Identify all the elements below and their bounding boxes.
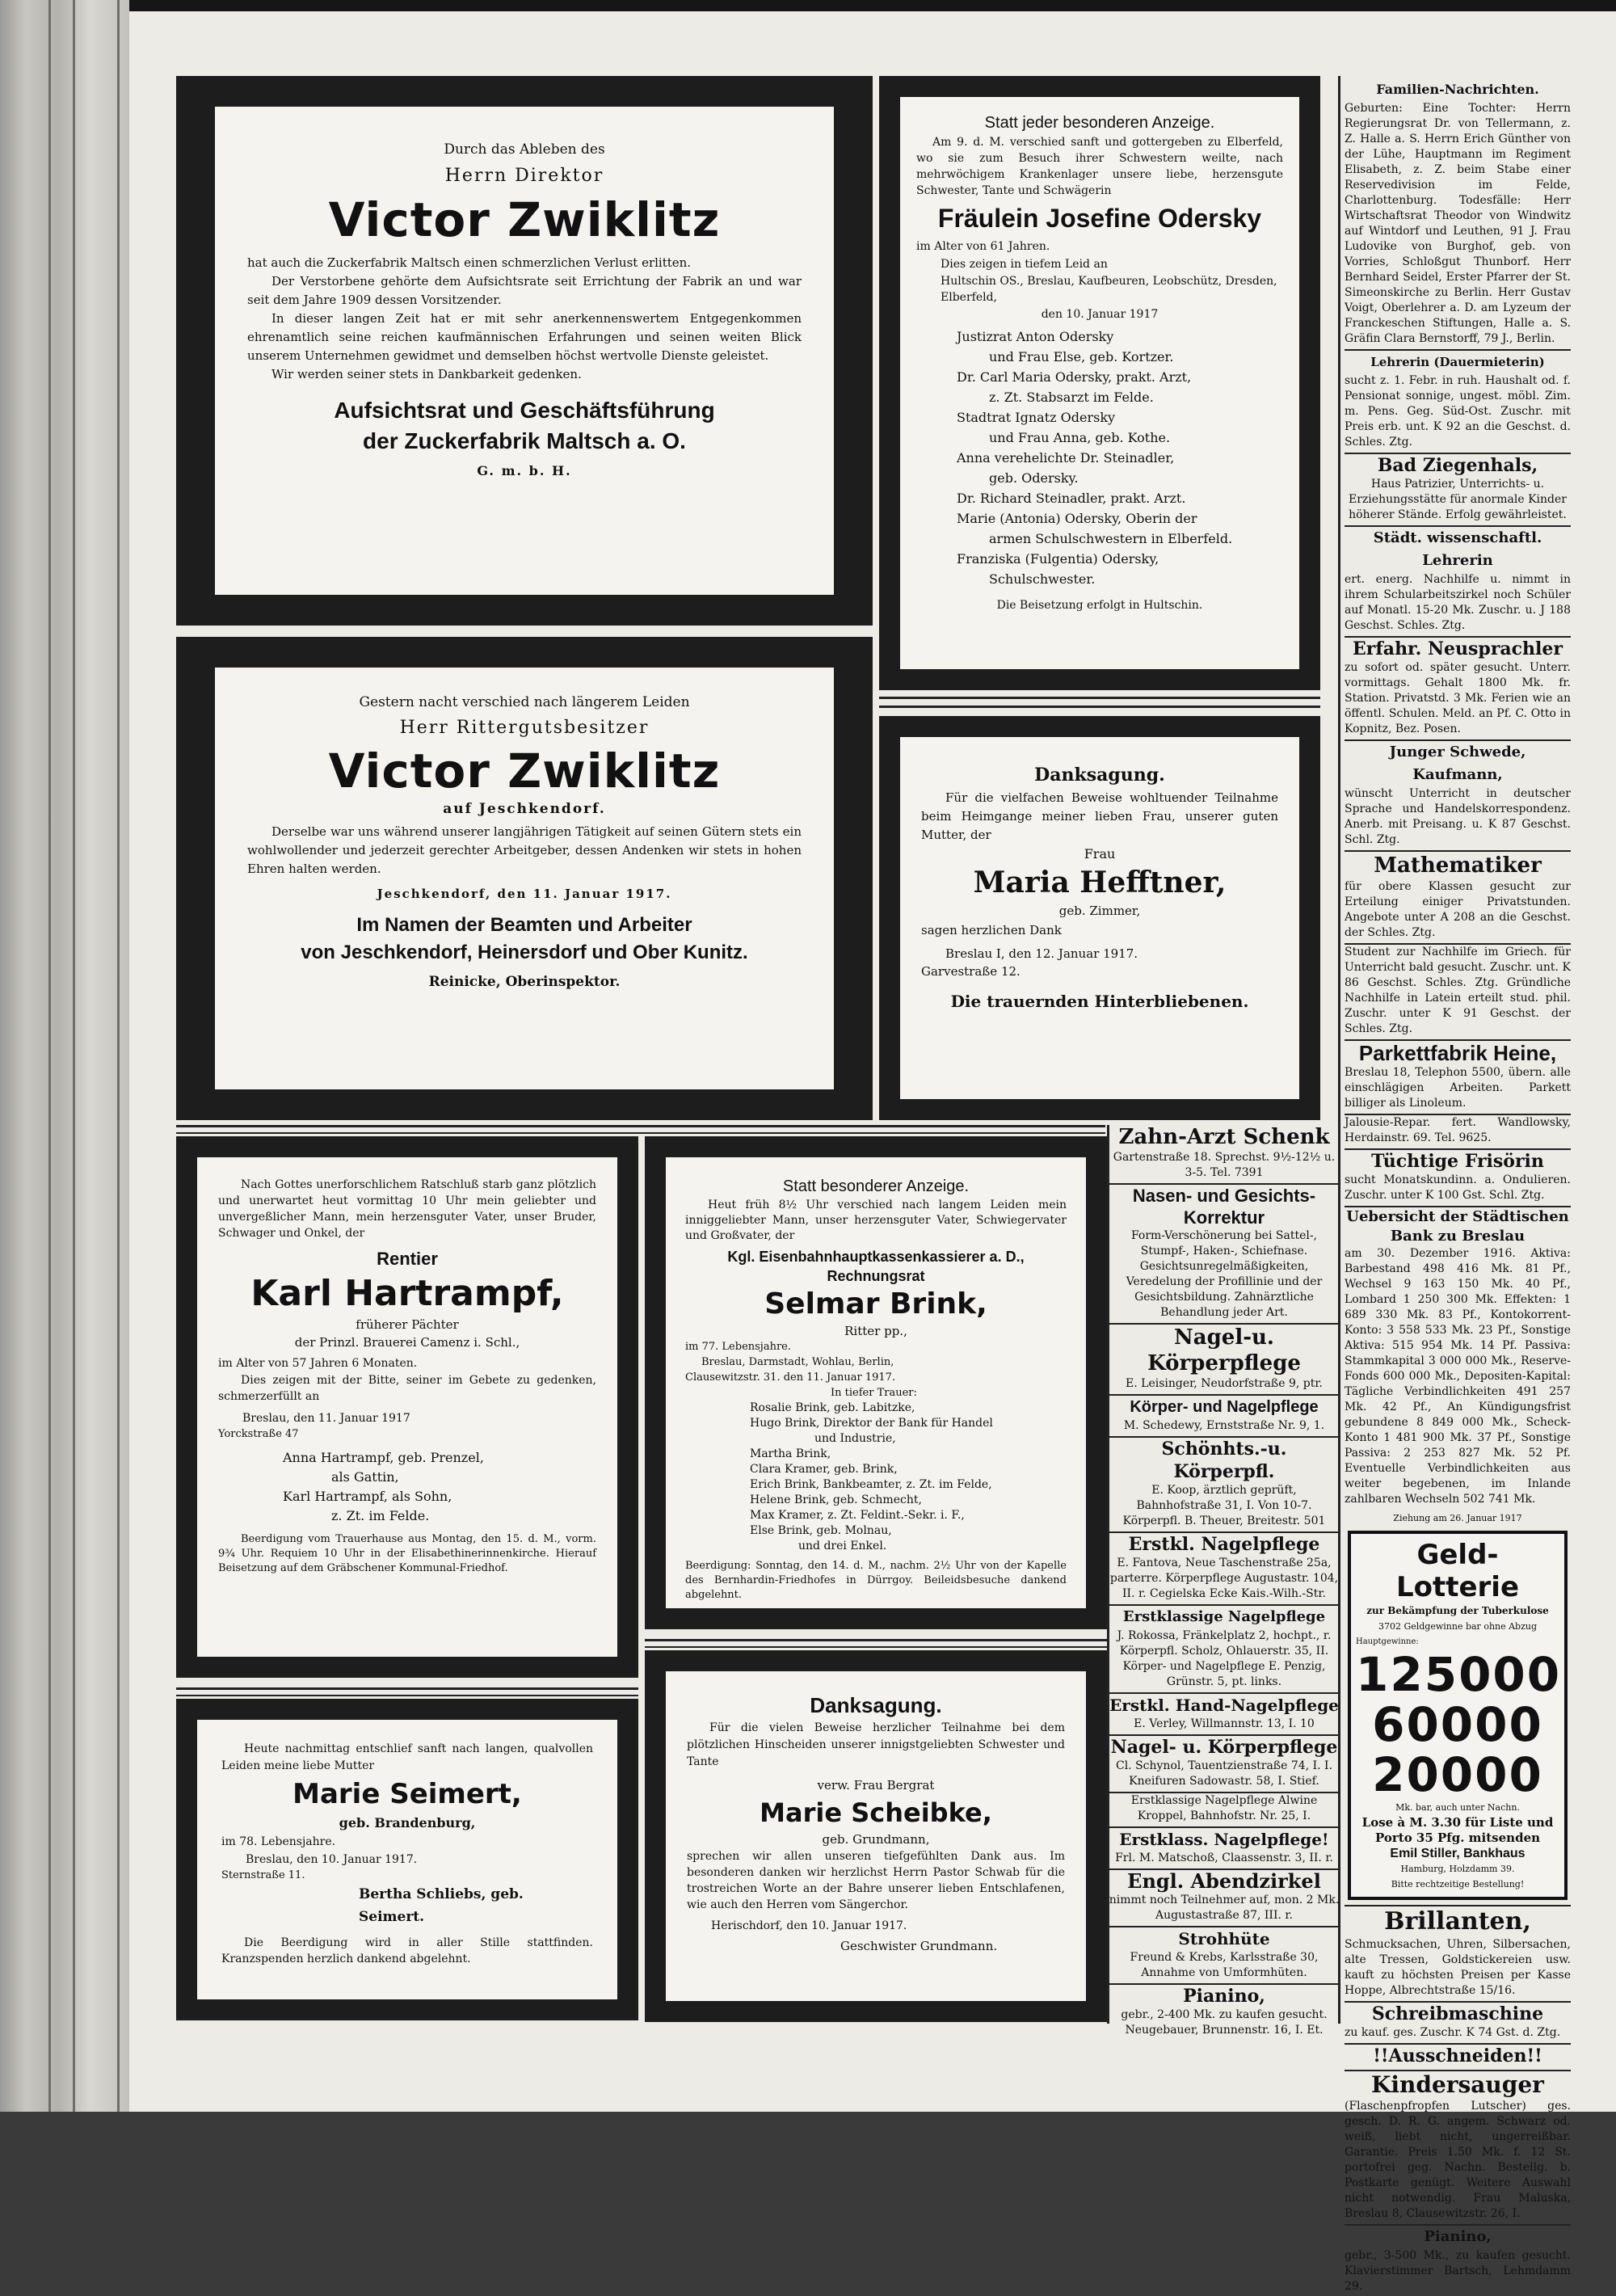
classified-text: Freund & Krebs, Karlsstraße 30, Annahme von Umformhüten.	[1130, 1951, 1319, 1979]
separator-rule	[879, 697, 1320, 708]
mourner: und Frau Else, geb. Kortzer.	[989, 349, 1174, 364]
mourner: Dr. Carl Maria Odersky, prakt. Arzt,	[957, 369, 1192, 385]
ad-text: im 78. Lebensjahre.	[221, 1835, 336, 1848]
ad-place: auf Jeschkendorf.	[443, 801, 606, 817]
mourner: und drei Enkel.	[798, 1540, 887, 1552]
classified-ad	[1109, 1868, 1340, 1923]
ad-text: sagen herzlichen Dank	[921, 923, 1062, 937]
classified-heading: Nagel- u. Körperpflege	[1109, 1734, 1340, 1759]
separator-rule	[176, 1125, 1105, 1134]
classified-text: sucht Monatskundinn. a. Ondulieren. Zuschr. unter K 100 Gst. Schl. Ztg.	[1345, 1173, 1571, 1202]
lottery-box	[1348, 1531, 1568, 1900]
classified-text: J. Rokossa, Fränkelplatz 2, hochpt., r. Körperpfl. Scholz, Ohlauerstr. 35, II. Körper- und Nagelpflege E. Penzig, Grünstr. 5, pt. links.	[1117, 1629, 1332, 1688]
separator-rule	[645, 1639, 1107, 1648]
ad-text: hat auch die Zuckerfabrik Maltsch einen schmerzlichen Verlust erlitten.	[247, 255, 692, 270]
ad-address: Sternstraße 11.	[221, 1869, 305, 1881]
lottery-prize: 60000	[1372, 1697, 1543, 1752]
spine-edge	[48, 0, 51, 2112]
classified-heading: Pianino,	[1345, 2224, 1571, 2248]
ad-signature: Bertha Schliebs, geb. Seimert.	[359, 1886, 524, 1925]
classified-heading: Körper- und Nagelpflege	[1109, 1394, 1340, 1418]
ad-signature: G. m. b. H.	[477, 463, 572, 478]
classified-ad	[1345, 1114, 1571, 1146]
classified-ad	[1109, 1183, 1340, 1321]
mourner: armen Schulschwestern in Elberfeld.	[989, 531, 1233, 546]
ad-deceased-name: Karl Hartrampf,	[250, 1273, 564, 1314]
mourner: Martha Brink,	[750, 1447, 831, 1460]
lottery-note: Bitte rechtzeitige Bestellung!	[1391, 1879, 1525, 1889]
ad-text: Ritter pp.,	[844, 1324, 907, 1338]
ad-signature: Reinicke, Oberinspektor.	[428, 974, 621, 990]
ad-signature: der Zuckerfabrik Maltsch a. O.	[363, 428, 686, 453]
ad-text: Der Verstorbene gehörte dem Aufsichtsrate seit Errichtung der Fabrik an und war seit dem Jahre 1909 dessen Vorsitzender.	[247, 274, 802, 307]
classified-heading: !!Ausschneiden!!	[1345, 2043, 1571, 2067]
ad-intro: Gestern nacht verschied nach längerem Leiden	[359, 694, 690, 710]
classified-text: zu kauf. ges. Zuschr. K 74 Gst. d. Ztg.	[1345, 2026, 1561, 2039]
ad-text: Nach Gottes unerforschlichem Ratschluß starb ganz plötzlich und unerwartet heut vormittag 10 Uhr mein geliebter und unvergeßlicher Mann, mein herzensguter Vater, unser Bruder, Schwager und Onkel, der	[218, 1178, 596, 1240]
ad-text: im Alter von 61 Jahren.	[916, 240, 1050, 253]
classified-heading: Uebersicht der Städtischen Bank zu Breslau	[1345, 1206, 1571, 1246]
mourner: Stadtrat Ignatz Odersky	[957, 410, 1116, 425]
classified-text: für obere Klassen gesucht zur Erteilung einiger Privatstunden. Angebote unter A 208 an die Geschst. der Schles. Ztg.	[1345, 880, 1571, 939]
classified-text: sucht z. 1. Febr. in ruh. Haushalt od. f. Pensionat sonnige, ungest. möbl. Zim. m. Pens. Geg. Süd-Ost. Zuschr. mit Preis erb. unt. K 92 an die Geschst. d. Schles. Ztg.	[1345, 374, 1571, 449]
ad-address: Garvestraße 12.	[921, 964, 1021, 979]
ad-title: Kgl. Eisenbahnhauptkassenkassierer a. D.,	[727, 1249, 1025, 1265]
classified-heading: Erfahr. Neusprachler	[1345, 636, 1571, 660]
classified-ad	[1109, 1734, 1340, 1789]
ad-signature: Die trauernden Hinterbliebenen.	[950, 992, 1249, 1011]
classified-text: E. Leisinger, Neudorfstraße 9, ptr.	[1126, 1377, 1323, 1390]
lottery-title: Geld-Lotterie	[1395, 1539, 1520, 1603]
obituary-odersky	[879, 76, 1320, 690]
mourner: Marie (Antonia) Odersky, Oberin der	[957, 511, 1197, 526]
ad-text: In dieser langen Zeit hat er mit sehr anerkennenswertem Entgegenkommen ehrenamtlich seine reichen kaufmännischen Erfahrungen und seinen weiten Blick unserem Unternehmen gewidmet und demselben höchst wertvolle Dienste geleistet.	[247, 311, 802, 363]
classified-ad	[1345, 2043, 1571, 2067]
classified-column	[1345, 76, 1571, 2296]
classified-ad	[1109, 1531, 1340, 1602]
classified-ad	[1345, 453, 1571, 523]
lottery-bank: Emil Stiller, Bankhaus	[1390, 1847, 1526, 1860]
classified-text: Form-Verschönerung bei Sattel-, Stumpf-, Haken-, Schiefnase. Gesichtsunregelmäßigkeiten, Veredelung der Profillinie und der Gesichtsbildung. Zahnärztliche Behandlung jeder Art.	[1126, 1229, 1323, 1319]
classified-ad	[1345, 739, 1571, 848]
lottery-text: Mk. bar, auch unter Nachn.	[1395, 1802, 1520, 1813]
classified-text: Cl. Schynol, Tauentzienstraße 74, I. I. Kneifuren Sadowastr. 58, I. Stief.	[1115, 1759, 1333, 1788]
ad-title: Rechnungsrat	[827, 1268, 925, 1284]
ad-deceased-name: Victor Zwiklitz	[328, 744, 721, 798]
ad-text: Am 9. d. M. verschied sanft und gottergeben zu Elberfeld, wo sie zum Besuch ihrer Schwestern weilte, nach mehrwöchigem Krankenlager unsere liebe, herzensgute Schwester, Tante und Schwägerin	[916, 136, 1283, 197]
ad-title: Herrn Direktor	[444, 166, 604, 186]
mourner: Rosalie Brink, geb. Labitzke,	[750, 1401, 915, 1414]
ad-text: früherer Pächter	[356, 1317, 459, 1332]
mourner: z. Zt. im Felde.	[331, 1508, 430, 1523]
thanks-scheibke	[645, 1650, 1107, 2022]
mourner: z. Zt. Stabsarzt im Felde.	[989, 390, 1154, 405]
mourner: Justizrat Anton Odersky	[957, 329, 1114, 344]
classified-text: Student zur Nachhilfe im Griech. für Unterricht bald gesucht. Zuschr. unt. K 86 Geschst. Schles. Ztg. Gründliche Nachhilfe in Latein erteilt stud. phil. Zuschr. unter K 91 Geschst. der Schles. Ztg.	[1345, 946, 1571, 1035]
classified-heading: Tüchtige Frisörin	[1345, 1148, 1571, 1173]
classified-heading: Brillanten,	[1345, 1905, 1571, 1937]
ad-date: Herischdorf, den 10. Januar 1917.	[711, 1919, 907, 1932]
classified-heading: Erstklass. Nagelpflege!	[1109, 1826, 1340, 1851]
classified-text: nimmt noch Teilnehmer auf, mon. 2 Mk. Augustastraße 87, III. r.	[1109, 1894, 1340, 1922]
ad-intro: Durch das Ableben des	[444, 141, 605, 158]
classified-ad	[1345, 1039, 1571, 1111]
lottery-prize: 125000	[1356, 1647, 1562, 1702]
classified-ad	[1345, 1905, 1571, 1999]
classified-text: Breslau 18, Telephon 5500, übern. alle einschlägigen Arbeiten. Parkett billiger als Linoleum.	[1345, 1066, 1571, 1110]
mourner: und Industrie,	[814, 1432, 896, 1445]
ad-text: Für die vielen Beweise herzlicher Teilnahme bei dem plötzlichen Hinscheiden unserer innigstgeliebten Schwester und Tante	[687, 1721, 1065, 1768]
classified-ad	[1345, 1148, 1571, 1203]
ad-footer: Beerdigung vom Trauerhause aus Montag, den 15. d. M., vorm. 9¾ Uhr. Requiem 10 Uhr in der Elisabethinerinnenkirche. Hierauf Beisetzung auf dem Gräbschener Kommunal-Friedhof.	[218, 1533, 596, 1574]
classified-heading: Junger Schwede, Kaufmann,	[1345, 739, 1571, 786]
classified-ad	[1345, 2001, 1571, 2041]
classified-ad	[1345, 349, 1571, 450]
classified-ad	[1109, 1826, 1340, 1866]
ad-deceased-name: Maria Hefftner,	[973, 866, 1227, 899]
classified-text: Erstklassige Nagelpflege Alwine Kroppel, Bahnhofstr. Nr. 25, I.	[1130, 1794, 1318, 1822]
ad-signature: Aufsichtsrat und Geschäftsführung	[334, 398, 715, 423]
ad-deceased-name: Marie Scheibke,	[760, 1797, 992, 1828]
ad-address: Yorckstraße 47	[218, 1428, 299, 1440]
lottery-subtitle: zur Bekämpfung der Tuberkulose	[1366, 1605, 1549, 1616]
ad-footer: Die Beisetzung erfolgt in Hultschin.	[996, 599, 1203, 612]
adjacent-page-edge	[1576, 81, 1616, 2085]
ad-footer: Die Beerdigung wird in aller Stille stattfinden. Kranzspenden herzlich dankend abgelehnt.	[221, 1936, 593, 1965]
mourner: Else Brink, geb. Molnau,	[750, 1524, 892, 1537]
classified-ad	[1109, 1926, 1340, 1981]
classified-ad	[1345, 636, 1571, 737]
ad-text: der Prinzl. Brauerei Camenz i. Schl.,	[294, 1335, 520, 1350]
lottery-prize: 20000	[1372, 1747, 1543, 1802]
ad-text: im 77. Lebensjahre.	[685, 1341, 792, 1353]
ad-footer: Beerdigung: Sonntag, den 14. d. M., nachm. 2½ Uhr von der Kapelle des Bernhardin-Friedhofes in Dürrgoy. Beileidsbesuche dankend abgelehnt.	[685, 1560, 1067, 1601]
classified-ad	[1345, 850, 1571, 941]
classified-heading: Lehrerin (Dauermieterin)	[1345, 349, 1571, 373]
ad-date: Jeschkendorf, den 11. Januar 1917.	[377, 887, 672, 901]
lottery-date: Ziehung am 26. Januar 1917	[1393, 1513, 1522, 1523]
small-ads-column	[1109, 1122, 1340, 2038]
classified-heading: Schreibmaschine	[1345, 2001, 1571, 2025]
ad-text: sprechen wir allen unseren tiefgefühlten Dank aus. Im besonderen danken wir herzlichst Herrn Pastor Schwab für die trostreichen Worte an der Bahre unserer lieben Entschlafenen, wie auch den Herren vom Sängerchor.	[687, 1850, 1065, 1911]
classified-ad	[1109, 1692, 1340, 1732]
ad-date: Breslau I, den 12. Januar 1917.	[945, 946, 1138, 961]
ad-deceased-name: Victor Zwiklitz	[328, 192, 721, 247]
classified-ad	[1109, 1983, 1340, 2038]
obituary-zwiklitz-jeschkendorf	[176, 637, 873, 1120]
ad-text: geb. Grundmann,	[822, 1832, 930, 1847]
top-border	[0, 0, 1616, 11]
classified-heading: Strohhüte	[1109, 1926, 1340, 1950]
ad-text: Dies zeigen mit der Bitte, seiner im Gebete zu gedenken, schmerzerfüllt an	[218, 1374, 596, 1403]
ad-text: geb. Zimmer,	[1058, 904, 1141, 918]
classified-text: Jalousie-Repar. fert. Wandlowsky, Herdainstr. 69. Tel. 9625.	[1345, 1116, 1571, 1144]
classified-text: (Flaschenpfropfen Lutscher) ges. gesch. D. R. G. angem. Schwarz od. weiß, liebt nicht, ungerreißbar. Garantie. Preis 1.50 Mk. f. 12 St. portofrei geg. Nachn. Bestellg. b. Postkarte genügt. Weitere Auswahl nicht notwendig. Frau Maluska, Breslau 8, Clausewitzstr. 26, I.	[1345, 2100, 1571, 2220]
separator-rule	[176, 1687, 638, 1696]
ad-text: Dies zeigen in tiefem Leid an	[941, 258, 1108, 271]
spine-edge	[73, 0, 75, 2112]
classified-text: Geburten: Eine Tochter: Herrn Regierungsrat Dr. von Tellermann, z. Z. Halle a. S. Herrn Erich Günther von der Lühe, Hauptmann im Regiment Elisabeth, z. Z. beim Stabe einer Reservedivision im Felde, Charlottenburg. Todesfälle: Herr Wirtschaftsrat Theodor von Windwitz auf Wintdorf und Leuthen, 91 J. Frau Ludovike von Burghof, geb. von Vorries, Schloßgut Thunborf. Herr Bernhard Seidel, Erster Pfarrer der St. Simeonskirche zu Berlin. Herr Gustav Voigt, Oberlehrer a. D. am Lyzeum der Franckeschen Stiftungen, Halle a. S. Gräfin Clara Bernstorff, 79 J., Berlin.	[1345, 102, 1571, 345]
ad-text: Für die vielfachen Beweise wohltuender Teilnahme beim Heimgange meiner lieben Frau, unserer guten Mutter, der	[921, 790, 1278, 842]
mourner: Dr. Richard Steinadler, prakt. Arzt.	[957, 491, 1186, 506]
classified-text: M. Schedewy, Ernststraße Nr. 9, 1.	[1123, 1419, 1325, 1432]
classified-ad	[1109, 1792, 1340, 1824]
classified-ad	[1345, 2224, 1571, 2294]
ad-date: Breslau, den 10. Januar 1917.	[246, 1853, 418, 1866]
ad-date: Clausewitzstr. 31. den 11. Januar 1917.	[685, 1371, 896, 1384]
ad-deceased-name: Fräulein Josefine Odersky	[937, 204, 1262, 233]
classified-text: gebr., 2-400 Mk. zu kaufen gesucht. Neugebauer, Brunnenstr. 16, I. Et.	[1121, 2008, 1328, 2037]
mourner: Anna verehelichte Dr. Steinadler,	[957, 450, 1175, 466]
classified-heading: Pianino,	[1109, 1983, 1340, 2007]
ad-signature: Im Namen der Beamten und Arbeiter	[356, 914, 692, 936]
classified-heading: Nasen- und Gesichts-Korrektur	[1109, 1183, 1340, 1228]
lottery-price: Lose à M. 3.30 für Liste und Porto 35 Pfg. mitsenden	[1361, 1815, 1554, 1845]
ad-text: Heute nachmittag entschlief sanft nach langen, qualvollen Leiden meine liebe Mutter	[221, 1742, 593, 1772]
mourner: Karl Hartrampf, als Sohn,	[283, 1489, 452, 1504]
ad-text: Wir werden seiner stets in Dankbarkeit gedenken.	[271, 367, 582, 381]
book-spine	[0, 0, 129, 2112]
classified-text: Frl. M. Matschoß, Claassenstr. 3, II. r.	[1115, 1852, 1333, 1864]
ad-header: Danksagung.	[810, 1693, 942, 1717]
classified-text: Gartenstraße 18. Sprechst. 9½-12½ u. 3-5. Tel. 7391	[1113, 1151, 1336, 1179]
mourner: Schulschwester.	[989, 571, 1096, 587]
classified-ad	[1109, 1604, 1340, 1690]
obituary-zwiklitz-maltsch	[176, 76, 873, 626]
ad-text: geb. Brandenburg,	[339, 1815, 476, 1830]
ad-text: Derselbe war uns während unserer langjährigen Tätigkeit auf seinen Gütern stets ein wohlwollender und jederzeit gerechter Arbeitgeber, dessen Andenken wir stets in hohen Ehren halten werden.	[247, 824, 802, 876]
classified-ad	[1345, 943, 1571, 1037]
mourner-list	[218, 1448, 596, 1526]
obituary-seimert	[176, 1699, 638, 2020]
ad-deceased-name: Marie Seimert,	[292, 1778, 522, 1810]
ad-header: Statt besonderer Anzeige.	[782, 1177, 970, 1195]
ad-text: Breslau, Darmstadt, Wohlau, Berlin,	[701, 1356, 894, 1368]
classified-ad	[1109, 1323, 1340, 1392]
classified-heading: Erstkl. Nagelpflege	[1109, 1531, 1340, 1556]
mourner-list	[685, 1401, 1067, 1554]
classified-heading: Erstklassige Nagelpflege	[1109, 1604, 1340, 1628]
classified-heading: Parkettfabrik Heine,	[1345, 1039, 1571, 1065]
mourner: Franziska (Fulgentia) Odersky,	[957, 551, 1159, 567]
ad-signature: von Jeschkendorf, Heinersdorf und Ober Kunitz.	[301, 942, 748, 963]
spine-edge	[117, 0, 120, 2112]
classified-text: Schmucksachen, Uhren, Silbersachen, alte Tressen, Goldstickereien usw. kauft zu höchsten Preisen per Kasse Hoppe, Albrechtstraße 15/16.	[1345, 1938, 1571, 1997]
classified-ad	[1345, 525, 1571, 634]
mourner: als Gattin,	[331, 1469, 399, 1485]
classified-ad	[1109, 1124, 1340, 1181]
ad-text: In tiefer Trauer:	[831, 1387, 917, 1399]
classified-heading: Erstkl. Hand-Nagelpflege	[1109, 1692, 1340, 1717]
obituary-hartrampf	[176, 1136, 638, 1678]
mourner: Anna Hartrampf, geb. Prenzel,	[283, 1450, 484, 1465]
ad-header: Danksagung.	[1034, 765, 1165, 786]
lottery-subtitle: 3702 Geldgewinne bar ohne Abzug	[1378, 1621, 1538, 1632]
ad-header: Statt jeder besonderen Anzeige.	[984, 114, 1215, 132]
ad-text: im Alter von 57 Jahren 6 Monaten.	[218, 1357, 418, 1370]
mourner: und Frau Anna, geb. Kothe.	[989, 430, 1171, 445]
mourner: Clara Kramer, geb. Brink,	[750, 1463, 898, 1476]
classified-ad	[1109, 1394, 1340, 1434]
thanks-hefftner	[879, 716, 1320, 1120]
ad-deceased-name: Selmar Brink,	[764, 1287, 987, 1321]
classified-heading: Familien-Nachrichten.	[1376, 82, 1539, 97]
classified-heading: Kindersauger	[1345, 2070, 1571, 2099]
classified-ad	[1345, 78, 1571, 347]
lottery-address: Hamburg, Holzdamm 39.	[1400, 1864, 1515, 1874]
ad-text: Heut früh 8½ Uhr verschied nach langem Leiden mein inniggeliebter Mann, unser herzensguter Vater, Schwiegervater und Großvater, der	[685, 1199, 1067, 1242]
classified-heading: Mathematiker	[1345, 850, 1571, 879]
classified-text: E. Fantova, Neue Taschenstraße 25a, parterre. Körperpflege Augustastr. 104, II. r. Cegielska Ecke Kais.-Wilh.-Str.	[1109, 1557, 1339, 1600]
classified-ad	[1345, 2070, 1571, 2222]
classified-text: ert. energ. Nachhilfe u. nimmt in ihrem Schularbeitszirkel noch Schüler auf Monatl. 15-20 Mk. Zuschr. u. J 188 Geschst. Schles. Ztg.	[1345, 573, 1571, 632]
lottery-ad	[1345, 1510, 1571, 1900]
classified-heading: Städt. wissenschaftl. Lehrerin	[1345, 525, 1571, 572]
classified-heading: Schönhts.-u. Körperpfl.	[1109, 1436, 1340, 1483]
classified-text: E. Verley, Willmannstr. 13, I. 10	[1134, 1717, 1315, 1730]
mourner: Erich Brink, Bankbeamter, z. Zt. im Felde,	[750, 1478, 992, 1491]
obituary-brink	[645, 1136, 1107, 1629]
mourner: Helene Brink, geb. Schmecht,	[750, 1493, 922, 1506]
classified-ad	[1109, 1436, 1340, 1529]
mourner: Hugo Brink, Direktor der Bank für Handel	[750, 1417, 993, 1430]
lottery-side-label: Hauptgewinne:	[1356, 1637, 1419, 1646]
ad-date: Breslau, den 11. Januar 1917	[242, 1412, 410, 1425]
mourner-list	[916, 326, 1283, 589]
ad-text: Frau	[1084, 846, 1116, 862]
classified-text: E. Koop, ärztlich geprüft, Bahnhofstraße 31, I. Von 10-7. Körperpfl. B. Theuer, Breitestr. 501	[1122, 1484, 1326, 1527]
classified-heading: Zahn-Arzt Schenk	[1118, 1125, 1330, 1149]
mourner: Max Kramer, z. Zt. Feldint.-Sekr. i. F.,	[750, 1509, 965, 1522]
classified-text: am 30. Dezember 1916. Aktiva: Barbestand 498 416 Mk. 81 Pf., Wechsel 9 163 150 Mk. 40 Pf., Lombard 1 250 300 Mk. Effekten: 1 689 330 Mk. 83 Pf., Kontokorrent-Konto: 3 558 533 Mk. 23 Pf., Sonstige Aktiva: 515 954 Mk. 14 Pf. Passiva: Stammkapital 3 000 000 Mk., Reserve-Fonds 600 000 Mk., Depositen-Kapital: Tägliche Verbindlichkeiten 491 257 Mk. 42 Pf., An Kündigungsfrist gebundene 8 849 000 Mk., Scheck-Konto 1 481 900 Mk. 37 Pf., Sonstige Passiva: 2 253 827 Mk. 52 Pf. Eventuelle Verbindlichkeiten aus weiter begebenen, im Inlande zahlbaren Wechseln 502 741 Mk.	[1345, 1247, 1571, 1506]
ad-title: Rentier	[377, 1249, 438, 1269]
classified-ad	[1345, 1206, 1571, 1507]
ad-text: Hultschin OS., Breslau, Kaufbeuren, Leobschütz, Dresden, Elberfeld,	[941, 275, 1277, 304]
classified-heading: Nagel-u. Körperpflege	[1109, 1323, 1340, 1376]
ad-title: verw. Frau Bergrat	[817, 1778, 935, 1793]
mourner: geb. Odersky.	[989, 470, 1079, 486]
ad-signature: Geschwister Grundmann.	[840, 1939, 998, 1953]
ad-date: den 10. Januar 1917	[1041, 308, 1159, 321]
classified-text: gebr., 3-500 Mk., zu kaufen gesucht. Klavierstimmer Bartsch, Lehmdamm 29.	[1345, 2249, 1571, 2293]
classified-text: Haus Patrizier, Unterrichts- u. Erziehungsstätte für anormale Kinder höherer Stände. Erfolg gewährleistet.	[1349, 478, 1567, 521]
classified-heading: Bad Ziegenhals,	[1345, 453, 1571, 477]
classified-heading: Engl. Abendzirkel	[1109, 1868, 1340, 1893]
classified-text: wünscht Unterricht in deutscher Sprache und Handelskorrespondenz. Anerb. mit Preisang. u. K 87 Geschst. Schl. Ztg.	[1345, 787, 1571, 846]
ad-title: Herr Rittergutsbesitzer	[399, 718, 650, 738]
classified-text: zu sofort od. später gesucht. Unterr. vormittags. Gehalt 1800 Mk. fr. Station. Privatstd. 3 Mk. Ferien wie an öffentl. Schulen. Meld. an Pf. C. Otto in Kopnitz, Bez. Posen.	[1345, 661, 1571, 735]
